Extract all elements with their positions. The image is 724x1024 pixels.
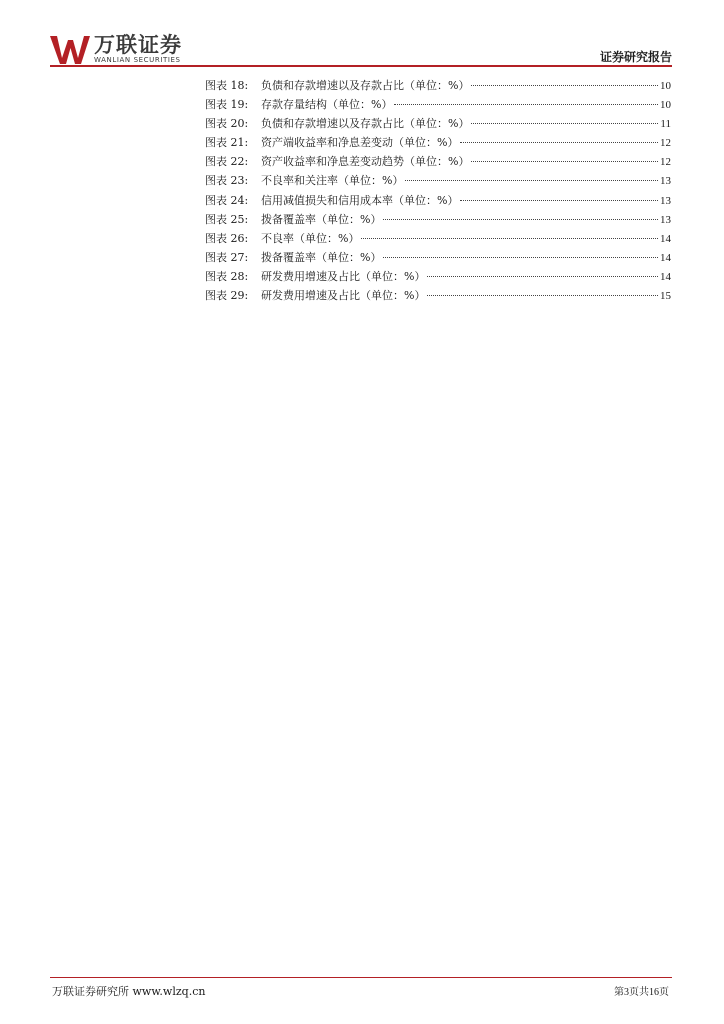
toc-leader-dots <box>427 276 658 277</box>
toc-entry-page: 14 <box>660 270 671 283</box>
toc-entry[interactable] <box>205 152 671 171</box>
toc-leader-dots <box>471 123 658 124</box>
toc-entry-page: 13 <box>660 175 671 188</box>
toc-entry-label: 图表 18: <box>205 79 249 92</box>
toc-entry-label: 图表 26: <box>205 231 249 245</box>
toc-entry[interactable] <box>205 171 671 190</box>
toc-entry[interactable] <box>205 229 671 248</box>
toc-entry-title: 负债和存款增速以及存款占比（单位：%） <box>261 79 470 92</box>
toc-leader-dots <box>471 85 658 86</box>
header-divider <box>50 65 672 67</box>
logo-chinese-name: 万联证券 <box>94 33 182 57</box>
toc-entry-page: 13 <box>660 194 671 207</box>
company-logo <box>50 34 200 64</box>
toc-entry-label: 图表 25: <box>205 212 249 226</box>
toc-entry-title: 拨备覆盖率（单位：%） <box>261 250 382 264</box>
toc-entry-title: 信用减值损失和信用成本率（单位：%） <box>261 193 459 207</box>
toc-entry[interactable] <box>205 191 671 210</box>
logo-mark-icon <box>50 34 90 64</box>
toc-entry-title: 资产端收益率和净息差变动（单位：%） <box>261 136 459 150</box>
toc-entry[interactable] <box>205 76 671 95</box>
toc-entry-label: 图表 29: <box>205 289 249 303</box>
table-of-figures <box>205 76 671 305</box>
toc-entry-page: 14 <box>660 232 671 245</box>
toc-entry-label: 图表 20: <box>205 117 249 131</box>
toc-entry-title: 研发费用增速及占比（单位：%） <box>261 269 426 283</box>
toc-leader-dots <box>460 200 658 201</box>
toc-entry-title: 拨备覆盖率（单位：%） <box>261 212 382 226</box>
toc-leader-dots <box>383 219 658 220</box>
toc-entry-label: 图表 27: <box>205 250 249 264</box>
toc-entry[interactable] <box>205 133 671 152</box>
toc-entry-page: 12 <box>660 156 671 169</box>
toc-entry-label: 图表 19: <box>205 98 249 112</box>
toc-leader-dots <box>471 161 658 162</box>
logo-english-name: WANLIAN SECURITIES <box>94 56 181 64</box>
toc-leader-dots <box>394 104 658 105</box>
toc-leader-dots <box>460 142 658 143</box>
toc-entry[interactable] <box>205 248 671 267</box>
toc-entry-title: 不良率和关注率（单位：%） <box>261 174 404 188</box>
toc-entry-page: 10 <box>660 99 671 112</box>
toc-entry-title: 负债和存款增速以及存款占比（单位：%） <box>261 117 470 131</box>
toc-entry-page: 10 <box>660 80 671 92</box>
toc-entry-page: 11 <box>660 118 671 131</box>
toc-entry-page: 15 <box>660 290 671 303</box>
toc-leader-dots <box>427 295 658 296</box>
toc-entry-label: 图表 21: <box>205 136 249 150</box>
footer-page-number: 第3页共16页 <box>614 987 669 998</box>
toc-entry-page: 13 <box>660 213 671 226</box>
toc-entry-title: 研发费用增速及占比（单位：%） <box>261 289 426 303</box>
report-type-label: 证券研究报告 <box>599 50 672 64</box>
toc-entry-label: 图表 28: <box>205 269 249 283</box>
toc-entry[interactable] <box>205 95 671 114</box>
toc-leader-dots <box>383 257 658 258</box>
toc-entry[interactable] <box>205 114 671 133</box>
toc-entry[interactable] <box>205 267 671 286</box>
toc-leader-dots <box>405 180 658 181</box>
toc-entry-page: 14 <box>660 251 671 264</box>
toc-leader-dots <box>361 238 658 239</box>
toc-entry[interactable] <box>205 210 671 229</box>
footer-publisher: 万联证券研究所 www.wlzq.cn <box>52 985 206 998</box>
toc-entry-title: 不良率（单位：%） <box>261 231 360 245</box>
toc-entry-label: 图表 22: <box>205 155 249 169</box>
toc-entry-title: 资产收益率和净息差变动趋势（单位：%） <box>261 155 470 169</box>
toc-entry-title: 存款存量结构（单位：%） <box>261 98 393 112</box>
toc-entry-page: 12 <box>660 137 671 150</box>
toc-entry-label: 图表 23: <box>205 174 249 188</box>
footer-divider <box>50 977 672 978</box>
toc-entry[interactable] <box>205 286 671 305</box>
toc-entry-label: 图表 24: <box>205 193 249 207</box>
